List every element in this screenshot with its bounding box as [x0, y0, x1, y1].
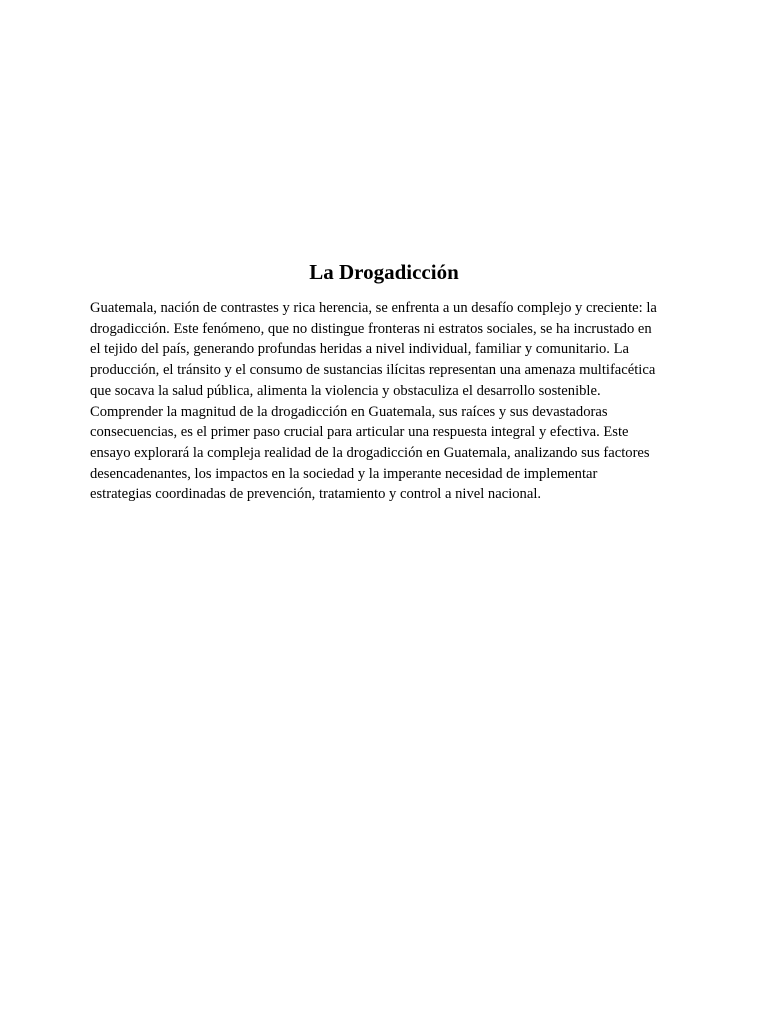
- paragraph-line: consecuencias, es el primer paso crucial para articular una respuesta integral y efectiva. Este: [90, 424, 629, 441]
- body-paragraph: [90, 298, 680, 505]
- paragraph-line: Guatemala, nación de contrastes y rica herencia, se enfrenta a un desafío complejo y creciente: la: [90, 300, 657, 316]
- paragraph-line: Comprender la magnitud de la drogadicción en Guatemala, sus raíces y sus devastadoras: [90, 403, 608, 420]
- document-title: La Drogadicción: [309, 260, 459, 284]
- paragraph-line: el tejido del país, generando profundas heridas a nivel individual, familiar y comunitario. La: [90, 341, 629, 358]
- paragraph-line: que socava la salud pública, alimenta la violencia y obstaculiza el desarrollo sostenible.: [90, 382, 601, 399]
- paragraph-line: estrategias coordinadas de prevención, tratamiento y control a nivel nacional.: [90, 486, 542, 503]
- paragraph-line: ensayo explorará la compleja realidad de la drogadicción en Guatemala, analizando sus factores: [90, 444, 650, 461]
- paragraph-line: drogadicción. Este fenómeno, que no distingue fronteras ni estratos sociales, se ha incrustado en: [90, 320, 652, 337]
- paragraph-line: desencadenantes, los impactos en la sociedad y la imperante necesidad de implementar: [90, 465, 598, 482]
- paragraph-line: producción, el tránsito y el consumo de sustancias ilícitas representan una amenaza multifacética: [90, 362, 656, 379]
